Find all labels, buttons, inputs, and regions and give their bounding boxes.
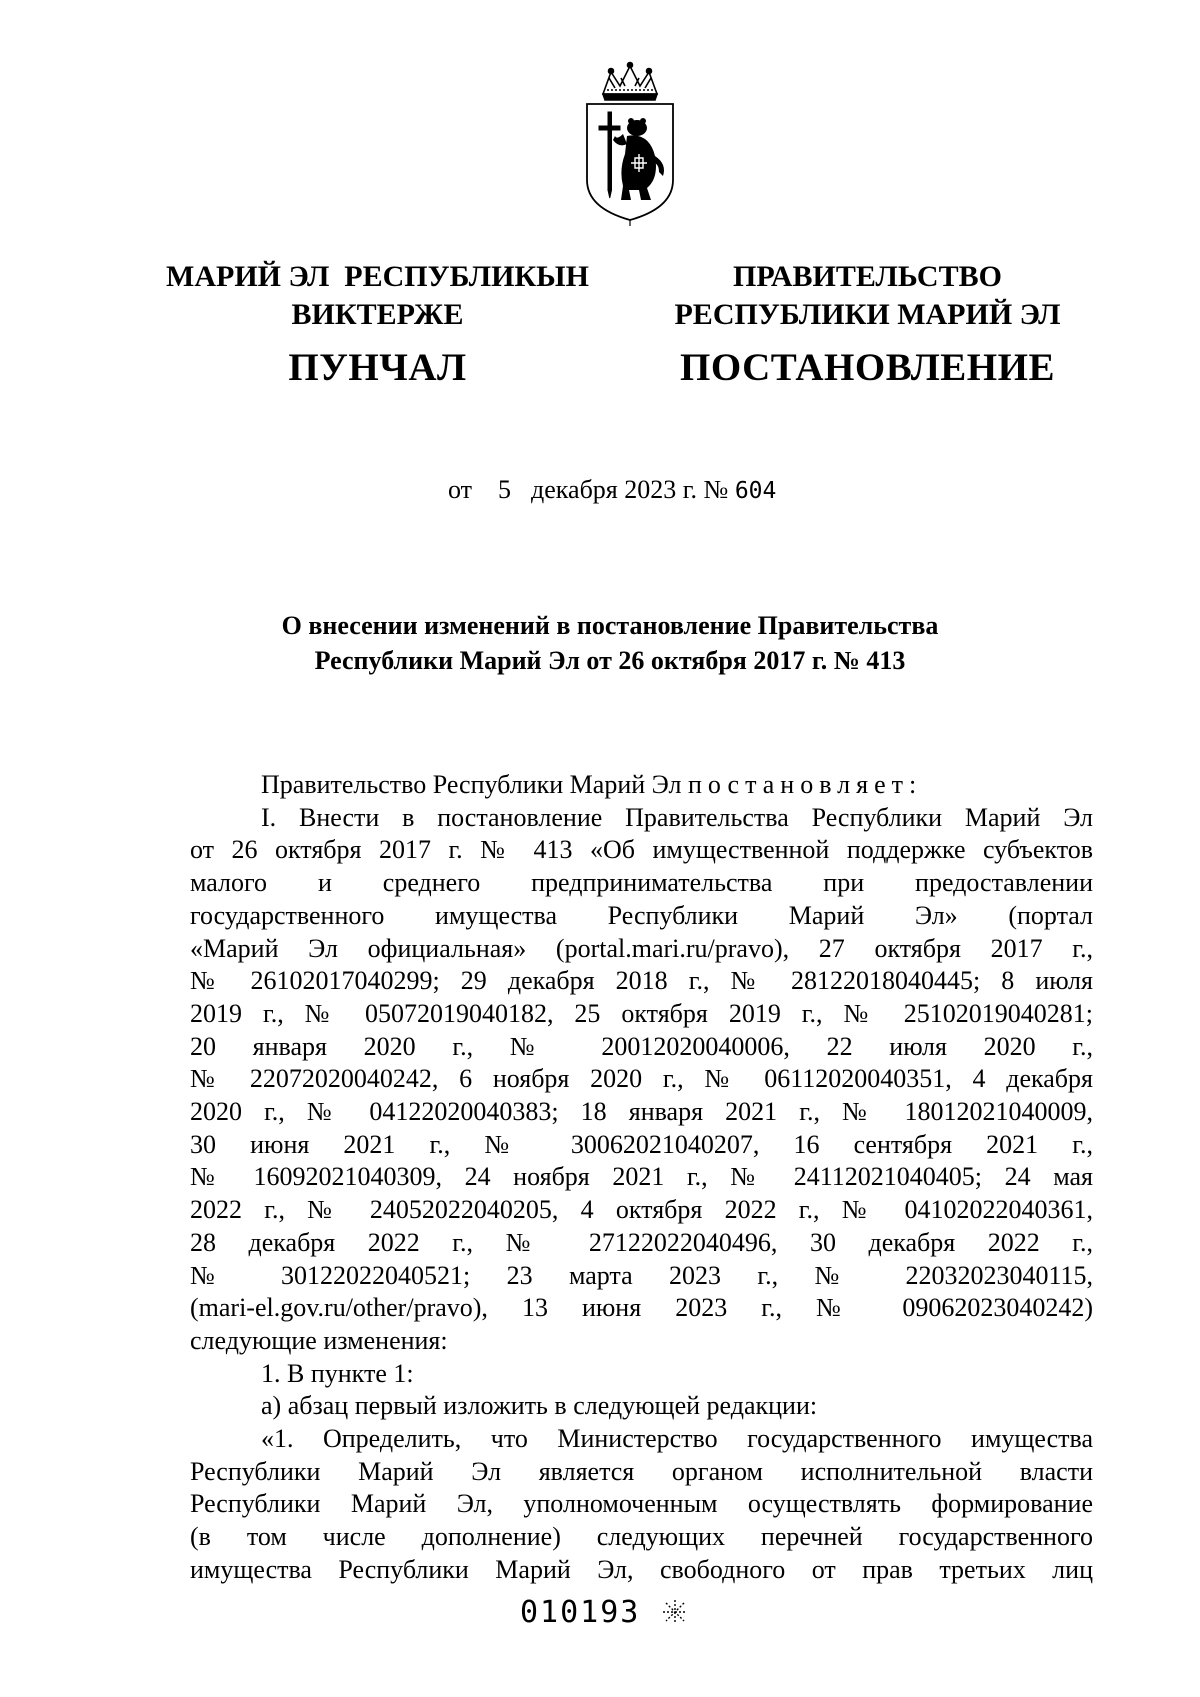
header-right-name xyxy=(640,258,1095,334)
body-line: 1. В пункте 1: xyxy=(261,1358,414,1388)
date-month-year: декабря 2023 г. № xyxy=(531,475,729,504)
body-line: Республики Марий Эл является органом исполнительной власти xyxy=(190,1456,1093,1486)
subject-line2: Республики Марий Эл от 26 октября 2017 г. № 413 xyxy=(314,646,906,675)
body-intro xyxy=(190,769,1093,802)
body-line: «Марий Эл официальная» (portal.mari.ru/pravo), 27 октября 2017 г., xyxy=(190,933,1093,963)
body-line: от 26 октября 2017 г. № 413 «Об имущественной поддержке субъектов xyxy=(190,835,1093,865)
body-line: 2019 г., № 05072019040182, 25 октября 2019 г., № 25102019040281; xyxy=(190,998,1093,1028)
sheet-serial-number: 010193 xyxy=(520,1595,641,1630)
body-line: № 16092021040309, 24 ноября 2021 г., № 24112021040405; 24 мая xyxy=(190,1162,1093,1192)
header-left-doc-type: ПУНЧАЛ xyxy=(288,346,467,389)
header-right-line1: ПРАВИТЕЛЬСТВО xyxy=(733,260,1002,293)
crown-icon xyxy=(603,63,657,101)
body-line: а) абзац первый изложить в следующей редакции: xyxy=(261,1391,818,1421)
intro-spaced-verb: постановляет: xyxy=(687,770,923,799)
body-line: № 26102017040299; 29 декабря 2018 г., № 28122018040445; 8 июля xyxy=(190,966,1093,996)
body-line: следующие изменения: xyxy=(190,1325,448,1355)
decorative-star-icon xyxy=(660,1597,690,1627)
intro-text: Правительство Республики Марий Эл xyxy=(261,770,688,799)
body-line: № 30122022040521; 23 марта 2023 г., № 22032023040115, xyxy=(190,1260,1093,1290)
header-left-line1: МАРИЙ ЭЛ РЕСПУБЛИКЫН xyxy=(166,260,589,293)
sword-icon xyxy=(599,112,620,198)
body-line: 20 января 2020 г., № 20012020040006, 22 июля 2020 г., xyxy=(190,1031,1093,1061)
header-right-doc-type: ПОСТАНОВЛЕНИЕ xyxy=(679,346,1055,389)
body-line: 2022 г., № 24052022040205, 4 октября 2022 г., № 04102022040361, xyxy=(190,1195,1093,1225)
body-line: (mari-el.gov.ru/other/pravo), 13 июня 2023 г., № 09062023040242) xyxy=(190,1293,1093,1323)
date-prefix: от xyxy=(448,475,473,504)
document-number: 604 xyxy=(734,478,777,504)
body-line: имущества Республики Марий Эл, свободного от прав третьих лиц xyxy=(190,1554,1093,1584)
header-left-line2: ВИКТЕРЖЕ xyxy=(291,298,464,331)
subject-line1: О внесении изменений в постановление Правительства xyxy=(281,611,939,640)
body-line: I. Внести в постановление Правительства Республики Марий Эл xyxy=(261,802,1093,832)
date-day: 5 xyxy=(498,475,512,504)
body-line: № 22072020040242, 6 ноября 2020 г., № 06112020040351, 4 декабря xyxy=(190,1064,1093,1094)
body-line: 28 декабря 2022 г., № 27122022040496, 30 декабря 2022 г., xyxy=(190,1227,1093,1257)
document-date-line xyxy=(448,473,776,508)
body-line: (в том числе дополнение) следующих перечней государственного xyxy=(190,1522,1093,1552)
body-line: 2020 г., № 04122020040383; 18 января 2021 г., № 18012021040009, xyxy=(190,1097,1093,1127)
body-line: малого и среднего предпринимательства при предоставлении xyxy=(190,868,1093,898)
coat-of-arms-emblem xyxy=(573,60,687,228)
body-line: Республики Марий Эл, уполномоченным осуществлять формирование xyxy=(190,1489,1093,1519)
document-body xyxy=(190,769,1093,1587)
header-right-line2: РЕСПУБЛИКИ МАРИЙ ЭЛ xyxy=(674,298,1061,331)
body-line: 30 июня 2021 г., № 30062021040207, 16 сентября 2021 г., xyxy=(190,1129,1093,1159)
header-left-name xyxy=(140,258,615,334)
body-line: государственного имущества Республики Марий Эл» (портал xyxy=(190,900,1093,930)
document-subject xyxy=(180,608,1040,678)
body-line: «1. Определить, что Министерство государственного имущества xyxy=(261,1424,1093,1454)
